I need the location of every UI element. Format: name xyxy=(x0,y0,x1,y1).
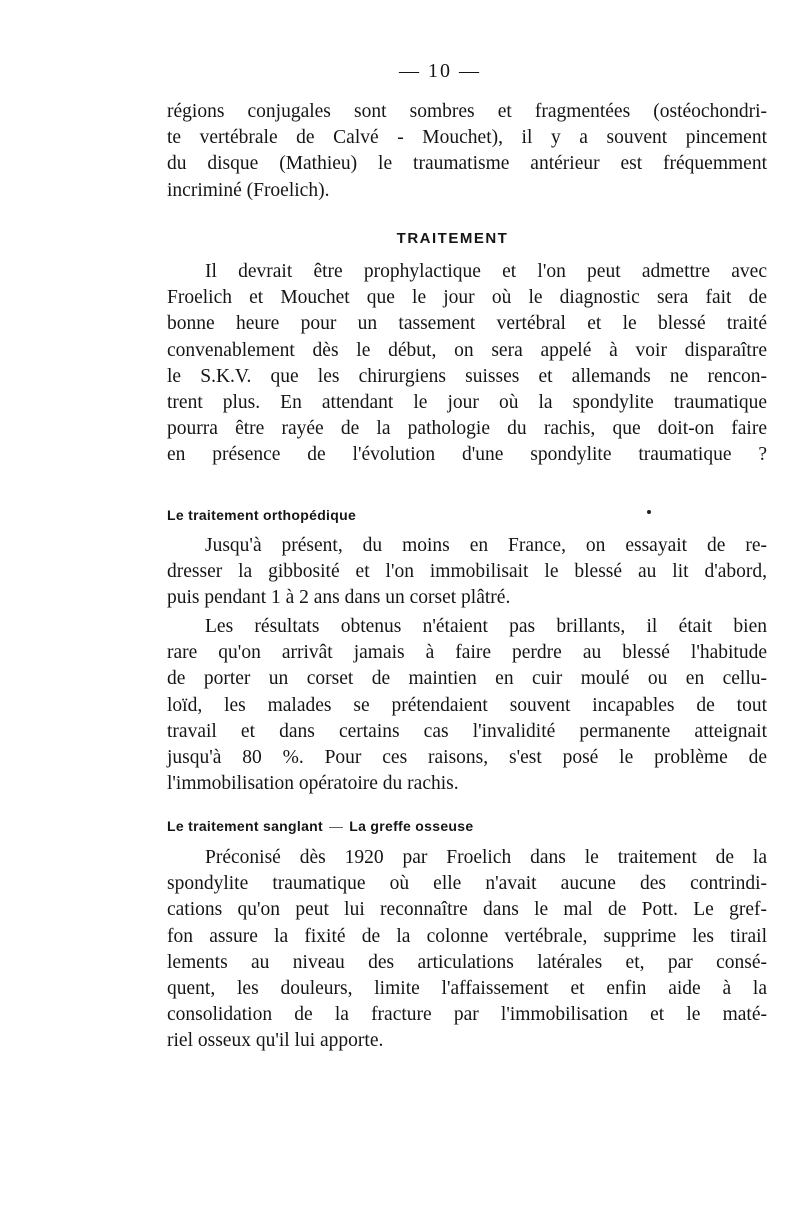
text-line: rare qu'on arrivât jamais à faire perdre au blessé l'habitude xyxy=(167,642,767,664)
subheading-orthopedique: Le traitement orthopédique xyxy=(167,507,357,523)
subheading-sanglant xyxy=(167,818,473,834)
text-line: fon assure la fixité de la colonne vertébrale, supprime les tirail xyxy=(167,925,767,947)
text-line: quent, les douleurs, limite l'affaissement et enfin aide à la xyxy=(167,977,767,999)
text-line: Les résultats obtenus n'étaient pas brillants, il était bien xyxy=(205,616,767,637)
text-line: travail et dans certains cas l'invalidité permanente atteignait xyxy=(167,720,767,742)
traitement-paragraph xyxy=(167,259,767,469)
text-line: consolidation de la fracture par l'immobilisation et le maté- xyxy=(167,1004,767,1026)
text-line: le S.K.V. que les chirurgiens suisses et allemands ne rencon- xyxy=(167,365,767,387)
text-line: de porter un corset de maintien en cuir moulé ou en cellu- xyxy=(167,668,767,690)
text-line: incriminé (Froelich). xyxy=(167,179,330,201)
sanglant-paragraph xyxy=(167,845,767,1055)
text-line: Il devrait être prophylactique et l'on peut admettre avec xyxy=(205,261,767,282)
subheading-greffe-title: La greffe osseuse xyxy=(349,818,474,834)
text-line: pourra être rayée de la pathologie du rachis, que doit-on faire xyxy=(167,418,767,440)
text-line: Jusqu'à présent, du moins en France, on essayait de re- xyxy=(205,535,767,556)
text-line: l'immobilisation opératoire du rachis. xyxy=(167,773,459,795)
section-heading-traitement: TRAITEMENT xyxy=(396,230,509,247)
text-line: convenablement dès le début, on sera appelé à voir disparaître xyxy=(167,339,767,361)
subheading-separator: — xyxy=(328,818,344,834)
text-line: en présence de l'évolution d'une spondylite traumatique ? xyxy=(167,444,767,466)
stray-mark xyxy=(647,510,651,514)
orthopedique-paragraph-2 xyxy=(167,614,767,797)
text-line: Préconisé dès 1920 par Froelich dans le traitement de la xyxy=(205,847,767,868)
text-line: cations qu'on peut lui reconnaître dans le mal de Pott. Le gref- xyxy=(167,899,767,921)
text-line: régions conjugales sont sombres et fragmentées (ostéochondri- xyxy=(167,101,767,122)
text-line: Froelich et Mouchet que le jour où le diagnostic sera fait de xyxy=(167,287,767,309)
text-line: lements au niveau des articulations latérales et, par consé- xyxy=(167,951,767,973)
text-line: bonne heure pour un tassement vertébral et le blessé traité xyxy=(167,313,767,335)
text-line: dresser la gibbosité et l'on immobilisait le blessé au lit d'abord, xyxy=(167,561,767,583)
text-line: spondylite traumatique où elle n'avait aucune des contrindi- xyxy=(167,873,767,895)
text-line: loïd, les malades se prétendaient souvent incapables de tout xyxy=(167,694,767,716)
orthopedique-paragraph-1 xyxy=(167,533,767,612)
page-number: — 10 — xyxy=(399,60,481,82)
text-line: puis pendant 1 à 2 ans dans un corset plâtré. xyxy=(167,587,511,609)
text-line: du disque (Mathieu) le traumatisme antérieur est fréquemment xyxy=(167,153,767,175)
text-line: jusqu'à 80 %. Pour ces raisons, s'est posé le problème de xyxy=(167,746,767,768)
text-line: riel osseux qu'il lui apporte. xyxy=(167,1030,384,1052)
intro-paragraph xyxy=(167,99,767,204)
subheading-sanglant-title: Le traitement sanglant xyxy=(167,818,323,834)
text-line: te vertébrale de Calvé - Mouchet), il y a souvent pincement xyxy=(167,127,767,149)
text-line: trent plus. En attendant le jour où la spondylite traumatique xyxy=(167,391,767,413)
